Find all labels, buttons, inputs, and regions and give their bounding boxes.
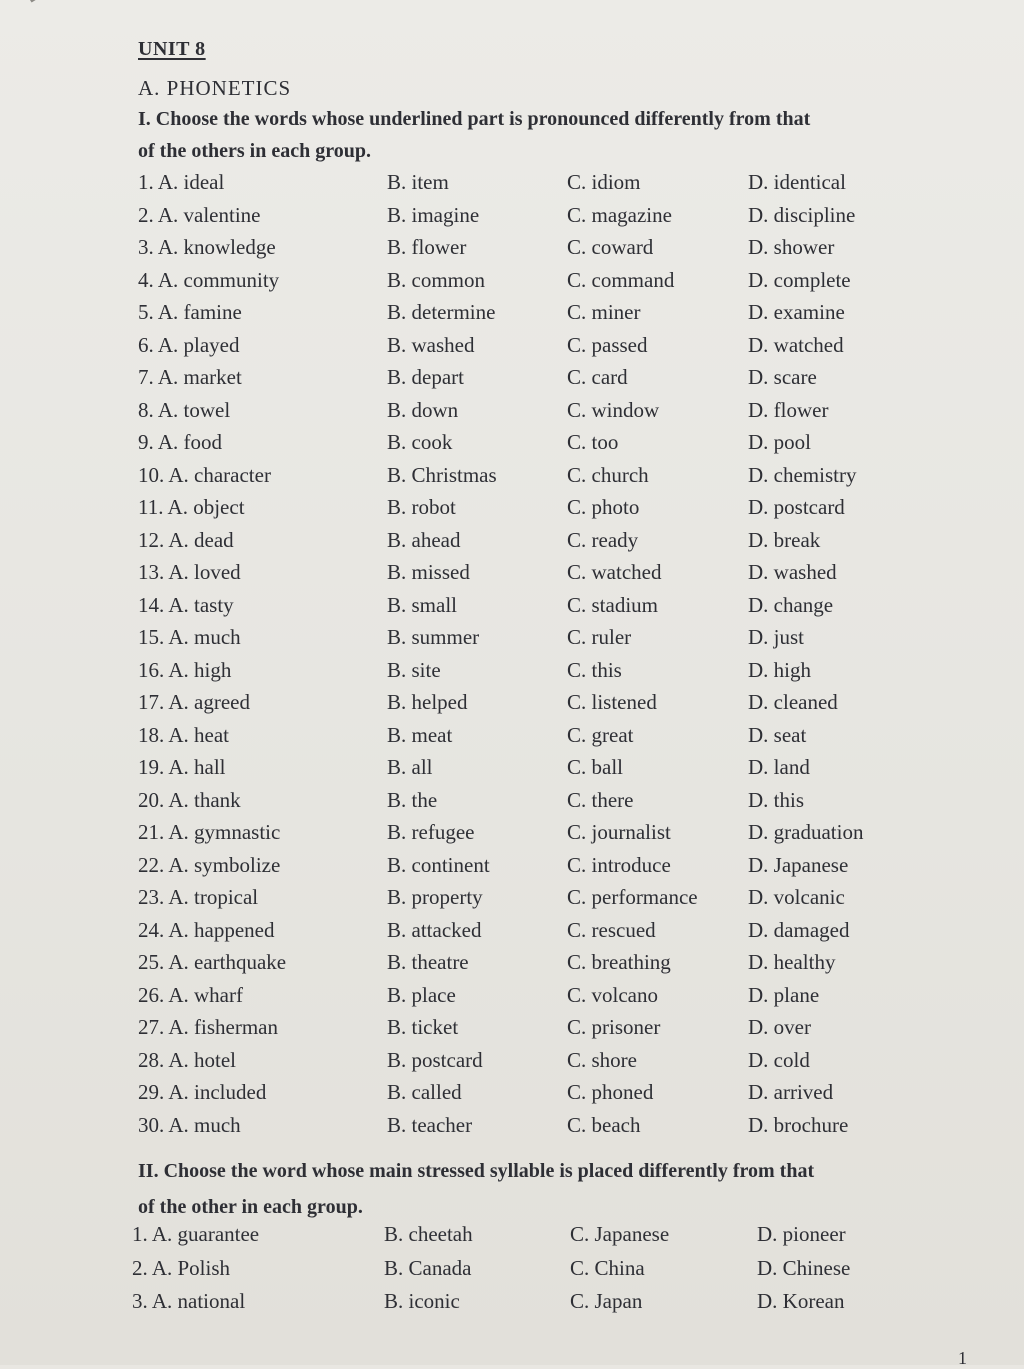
option-a: 3. A. knowledge	[138, 235, 276, 259]
option-b: B. ticket	[387, 1015, 459, 1039]
option-b: B. theatre	[387, 950, 469, 974]
option-d: D. complete	[748, 267, 851, 292]
option-d: D. graduation	[748, 820, 864, 844]
option-d: D. examine	[748, 300, 845, 324]
option-d: D. washed	[748, 560, 837, 584]
option-d: D. Japanese	[748, 852, 849, 877]
option-d: D. high	[748, 657, 811, 682]
option-a: 5. A. famine	[138, 300, 242, 324]
option-c: C. journalist	[567, 820, 671, 844]
option-a: 12. A. dead	[138, 527, 234, 552]
section-title: A. PHONETICS	[138, 76, 292, 100]
option-c: C. performance	[567, 885, 698, 909]
option-a: 28. A. hotel	[138, 1047, 236, 1072]
question-row	[0, 430, 1024, 462]
option-b: B. item	[387, 170, 449, 194]
question-row	[0, 463, 1024, 495]
option-b: B. attacked	[387, 917, 482, 942]
option-d: D. just	[748, 625, 805, 649]
option-c: C. there	[567, 787, 634, 812]
option-d: D. postcard	[748, 495, 845, 519]
question-row	[0, 1113, 1024, 1145]
part1-instruction	[138, 100, 978, 170]
option-b: B. common	[387, 267, 485, 292]
option-a: 27. A. fisherman	[138, 1015, 278, 1039]
question-row	[0, 723, 1024, 755]
option-a: 10. A. character	[138, 462, 271, 487]
option-b: B. flower	[387, 235, 467, 259]
option-d: D. shower	[748, 235, 835, 259]
option-d: D. volcanic	[748, 885, 845, 909]
option-a: 24. A. happened	[138, 917, 275, 942]
option-a: 2. A. Polish	[132, 1255, 231, 1280]
option-b: B. postcard	[387, 1047, 483, 1072]
question-row	[0, 1015, 1024, 1047]
option-d: D. break	[748, 527, 821, 552]
question-row	[0, 983, 1024, 1015]
question-row	[0, 593, 1024, 625]
option-c: C. coward	[567, 235, 654, 259]
question-row	[0, 950, 1024, 982]
question-row	[0, 300, 1024, 332]
question-row	[0, 1222, 1024, 1254]
question-row	[0, 658, 1024, 690]
option-d: D. brochure	[748, 1112, 849, 1137]
option-d: D. plane	[748, 982, 820, 1007]
option-c: C. volcano	[567, 982, 658, 1007]
option-b: B. cook	[387, 430, 453, 454]
option-b: B. helped	[387, 690, 468, 714]
option-d: D. pioneer	[757, 1222, 846, 1246]
option-d: D. healthy	[748, 950, 836, 974]
option-c: C. idiom	[567, 170, 641, 194]
option-b: B. summer	[387, 625, 480, 649]
option-c: C. great	[567, 722, 634, 747]
option-c: C. phoned	[567, 1080, 654, 1104]
question-row	[0, 918, 1024, 950]
option-a: 18. A. heat	[138, 722, 229, 747]
question-row	[0, 788, 1024, 820]
option-c: C. introduce	[567, 852, 671, 877]
option-a: 4. A. community	[138, 267, 280, 292]
question-row	[0, 853, 1024, 885]
option-d: D. watched	[748, 332, 844, 357]
option-c: C. ruler	[567, 625, 632, 649]
option-a: 15. A. much	[138, 625, 241, 649]
option-c: C. listened	[567, 690, 657, 714]
option-a: 2. A. valentine	[138, 202, 261, 227]
option-c: C. ready	[567, 527, 639, 552]
option-b: B. down	[387, 397, 459, 422]
option-a: 21. A. gymnastic	[138, 820, 281, 844]
option-b: B. robot	[387, 495, 456, 519]
question-row	[0, 1080, 1024, 1112]
option-d: D. land	[748, 755, 810, 779]
option-d: D. cold	[748, 1047, 810, 1072]
option-b: B. teacher	[387, 1112, 473, 1137]
question-row	[0, 398, 1024, 430]
unit-title: UNIT 8	[138, 38, 206, 60]
option-b: B. property	[387, 885, 483, 909]
option-a: 8. A. towel	[138, 397, 231, 422]
option-b: B. called	[387, 1080, 462, 1104]
option-d: D. discipline	[748, 202, 856, 227]
option-c: C. stadium	[567, 592, 659, 617]
option-b: B. site	[387, 657, 441, 682]
option-c: C. rescued	[567, 917, 656, 942]
option-c: C. too	[567, 430, 619, 454]
option-a: 14. A. tasty	[138, 592, 234, 617]
option-a: 23. A. tropical	[138, 885, 259, 909]
option-a: 19. A. hall	[138, 755, 226, 779]
question-row	[0, 1048, 1024, 1080]
option-a: 1. A. guarantee	[132, 1222, 260, 1246]
option-d: D. chemistry	[748, 462, 857, 487]
question-row	[0, 170, 1024, 202]
option-b: B. place	[387, 982, 456, 1007]
option-d: D. seat	[748, 722, 807, 747]
question-row	[0, 755, 1024, 787]
option-d: D. identical	[748, 170, 846, 194]
option-c: C. beach	[567, 1112, 641, 1137]
option-a: 25. A. earthquake	[138, 950, 287, 974]
option-a: 6. A. played	[138, 332, 240, 357]
question-row	[0, 365, 1024, 397]
option-b: B. Christmas	[387, 462, 497, 487]
option-a: 29. A. included	[138, 1080, 267, 1104]
part2-instruction-line2: of the other in each group.	[138, 1196, 363, 1218]
question-row	[0, 560, 1024, 592]
question-row	[0, 268, 1024, 300]
option-a: 3. A. national	[132, 1289, 246, 1313]
option-d: D. damaged	[748, 917, 850, 942]
option-a: 20. A. thank	[138, 787, 241, 812]
option-a: 7. A. market	[138, 365, 242, 389]
option-d: D. change	[748, 592, 834, 617]
option-d: D. flower	[748, 397, 829, 422]
part1-instruction-line1: I. Choose the words whose underlined part is pronounced differently from that	[138, 108, 811, 130]
option-a: 11. A. object	[138, 495, 245, 519]
option-a: 26. A. wharf	[138, 982, 243, 1007]
option-c: C. shore	[567, 1047, 637, 1072]
option-b: B. iconic	[384, 1289, 460, 1313]
option-b: B. determine	[387, 300, 496, 324]
option-c: C. command	[567, 267, 675, 292]
question-row	[0, 625, 1024, 657]
option-a: 9. A. food	[138, 430, 222, 454]
question-row	[0, 235, 1024, 267]
part2-instruction	[138, 1152, 978, 1226]
question-row	[0, 690, 1024, 722]
question-row	[0, 820, 1024, 852]
option-c: C. magazine	[567, 202, 672, 227]
question-row	[0, 1289, 1024, 1321]
question-row	[0, 885, 1024, 917]
option-b: B. missed	[387, 560, 470, 584]
option-b: B. depart	[387, 365, 464, 389]
option-d: D. arrived	[748, 1080, 834, 1104]
option-a: 13. A. loved	[138, 560, 241, 584]
option-c: C. watched	[567, 560, 662, 584]
pen-mark	[30, 0, 69, 3]
question-row	[0, 528, 1024, 560]
option-c: C. window	[567, 397, 660, 422]
question-row	[0, 333, 1024, 365]
option-b: B. washed	[387, 332, 475, 357]
option-b: B. imagine	[387, 202, 480, 227]
option-a: 16. A. high	[138, 657, 232, 682]
option-c: C. card	[567, 365, 628, 389]
option-b: B. Canada	[384, 1255, 472, 1280]
option-d: D. Korean	[757, 1289, 845, 1313]
option-c: C. breathing	[567, 950, 671, 974]
part1-instruction-line2: of the others in each group.	[138, 140, 371, 162]
option-c: C. China	[570, 1255, 645, 1280]
option-c: C. photo	[567, 495, 640, 519]
option-b: B. the	[387, 787, 438, 812]
option-b: B. small	[387, 592, 458, 617]
page-number: 1	[958, 1348, 967, 1368]
option-c: C. Japan	[570, 1289, 643, 1313]
option-b: B. cheetah	[384, 1222, 473, 1246]
option-b: B. refugee	[387, 820, 475, 844]
option-b: B. all	[387, 755, 433, 779]
option-c: C. passed	[567, 332, 648, 357]
option-c: C. ball	[567, 755, 623, 779]
option-a: 22. A. symbolize	[138, 852, 281, 877]
option-d: D. cleaned	[748, 690, 838, 714]
option-b: B. continent	[387, 852, 490, 877]
option-c: C. Japanese	[570, 1222, 670, 1246]
option-b: B. ahead	[387, 527, 461, 552]
option-c: C. church	[567, 462, 649, 487]
option-b: B. meat	[387, 722, 453, 747]
question-row	[0, 203, 1024, 235]
option-d: D. over	[748, 1015, 811, 1039]
question-row	[0, 495, 1024, 527]
option-d: D. this	[748, 787, 805, 812]
option-c: C. this	[567, 657, 622, 682]
option-a: 17. A. agreed	[138, 690, 250, 714]
part2-instruction-line1: II. Choose the word whose main stressed syllable is placed differently from that	[138, 1160, 815, 1182]
question-row	[0, 1256, 1024, 1288]
option-a: 30. A. much	[138, 1112, 241, 1137]
option-c: C. prisoner	[567, 1015, 661, 1039]
option-d: D. pool	[748, 430, 811, 454]
option-d: D. scare	[748, 365, 817, 389]
option-a: 1. A. ideal	[138, 170, 225, 194]
option-c: C. miner	[567, 300, 641, 324]
option-d: D. Chinese	[757, 1255, 851, 1280]
